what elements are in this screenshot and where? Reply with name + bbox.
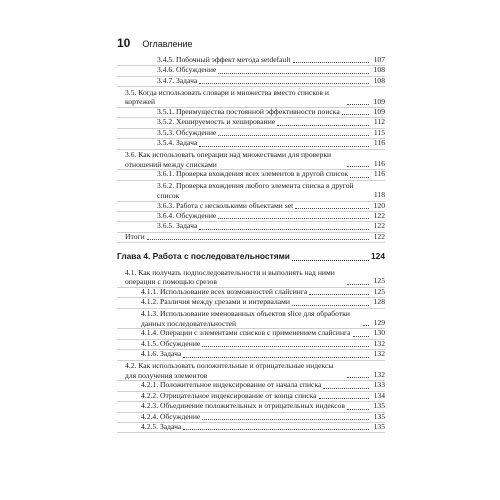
toc-entry-title: 4.2. Как использовать положительные и отрицательные индексы для получения элементов [125, 361, 334, 380]
toc-entry-title: 3.5.2. Хешируемость и хеширование [157, 117, 276, 127]
toc-entry[interactable] [117, 150, 385, 171]
toc-entry-title: 4.1.4. Операции с элементами списков с применением слайсинга [141, 328, 351, 338]
toc-entry-title: 4.1.5. Обсуждение [141, 338, 201, 348]
toc-entry-page: 132 [373, 349, 385, 359]
toc-entry-title: 4.1.3. Использование именованных объектов slice для обработки данных последовательностей [141, 309, 350, 328]
dot-leader [309, 293, 369, 295]
toc-entry-page: 122 [373, 221, 385, 231]
toc-entry[interactable] [117, 77, 385, 87]
dot-leader [319, 397, 369, 399]
running-title: Оглавление [142, 39, 193, 49]
dot-leader [183, 428, 369, 430]
toc-entry[interactable] [117, 181, 385, 202]
toc-entry-title: 3.6.5. Задача [157, 221, 198, 231]
toc-entry[interactable] [117, 87, 385, 108]
toc-entry-page: 109 [373, 96, 385, 106]
toc-entry-title: 3.4.5. Побочный эффект метода setdefault [157, 54, 291, 64]
toc-entry-title: 4.2.3. Объединение положительных и отрицательных индексов [141, 401, 345, 411]
dot-leader [218, 217, 369, 219]
toc-entry-title: 3.5.1. Преимущества постоянной эффективности поиска [157, 106, 340, 116]
toc-entry-title: 3.4.7. Задача [157, 75, 198, 85]
dot-leader [323, 387, 369, 389]
toc-entry-title: 3.6.3. Работа с несколькими объектами set [157, 200, 294, 210]
toc-entry-title: Итоги [125, 231, 145, 241]
toc-entry-title: 4.2.1. Положительное индексирование от начала списка [141, 380, 322, 390]
dot-leader [277, 124, 369, 126]
dot-leader [295, 207, 369, 209]
toc-entry-title: 3.4.6. Обсуждение [157, 65, 217, 75]
toc-entry[interactable] [117, 170, 385, 180]
dot-leader [218, 72, 369, 74]
toc-entry-page: 112 [373, 117, 385, 127]
toc-entry[interactable] [117, 233, 385, 243]
toc-entry-title: Глава 4. Работа с последовательностями [117, 251, 290, 262]
dot-leader [350, 176, 369, 178]
toc-entry[interactable] [117, 361, 385, 382]
dot-leader [147, 238, 369, 240]
toc-entry[interactable] [117, 298, 385, 308]
toc-entry[interactable] [117, 267, 385, 288]
toc-entry-title: 3.6.1. Проверка вхождения всех элементов в другой список [157, 169, 349, 179]
toc-entry-page: 116 [373, 158, 385, 168]
toc-entry-page: 116 [373, 138, 385, 148]
page-header [117, 36, 193, 50]
toc-entry-page: 122 [373, 231, 385, 241]
toc-entry-title: 4.2.4. Обсуждение [141, 411, 201, 421]
dot-leader [342, 113, 369, 115]
toc-entry-page: 133 [373, 380, 385, 390]
toc-entry[interactable] [117, 350, 385, 360]
toc-entry-title: 4.1.6. Задача [141, 349, 182, 359]
toc-entry-title: 4.2.2. Отрицательное индексирование от конца списка [141, 390, 317, 400]
toc-entry-page: 118 [373, 190, 385, 200]
dot-leader [218, 134, 369, 136]
toc-entry-page: 124 [371, 251, 385, 262]
toc-entry-page: 125 [373, 286, 385, 296]
toc-entry-page: 122 [373, 210, 385, 220]
page-number: 10 [117, 36, 131, 50]
dot-leader [202, 345, 369, 347]
toc-entry-page: 109 [373, 106, 385, 116]
table-of-contents [117, 56, 385, 433]
toc-entry-page: 120 [373, 200, 385, 210]
toc-entry-page: 132 [373, 338, 385, 348]
toc-entry-page: 108 [373, 65, 385, 75]
dot-leader [199, 145, 369, 147]
toc-entry-page: 135 [373, 401, 385, 411]
toc-entry-title: 4.1.1. Использование всех возможностей слайсинга [141, 286, 308, 296]
toc-entry-title: 3.5.3. Обсуждение [157, 127, 217, 137]
toc-entry-page: 108 [373, 75, 385, 85]
toc-entry-page: 130 [373, 328, 385, 338]
toc-entry-page: 107 [373, 54, 385, 64]
dot-leader [347, 408, 369, 410]
toc-entry-title: 4.1.2. Различия между срезами и интервалами [141, 297, 290, 307]
dot-leader [202, 418, 369, 420]
toc-entry-title: 4.1. Как получать подпоследовательности и выполнять над ними операции с помощью срезов [125, 267, 335, 287]
toc-entry-title: 3.5.4. Задача [157, 138, 198, 148]
dot-leader [292, 304, 369, 306]
toc-entry-title: 3.6. Как использовать операции над множествами для проверки отношений между списками [125, 150, 332, 169]
toc-entry-page: 128 [373, 297, 385, 307]
dot-leader [347, 103, 369, 105]
dot-leader [347, 283, 369, 285]
dot-leader [199, 228, 369, 230]
toc-entry-page: 135 [373, 411, 385, 421]
dot-leader [293, 61, 370, 63]
toc-entry-page: 135 [373, 421, 385, 431]
dot-leader [292, 259, 369, 261]
toc-entry-page: 125 [373, 276, 385, 286]
dot-leader [347, 165, 369, 167]
toc-entry-page: 132 [373, 370, 385, 380]
toc-chapter-entry[interactable] [117, 249, 385, 263]
dot-leader [353, 335, 369, 337]
toc-entry-title: 4.2.5. Задача [141, 421, 182, 431]
toc-entry-title: 3.6.4. Обсуждение [157, 210, 217, 220]
toc-entry-title: 3.5. Когда использовать словари и множества вместо списков и кортежей [125, 87, 329, 107]
toc-entry-page: 116 [373, 169, 385, 179]
dot-leader [347, 376, 369, 378]
toc-entry[interactable] [117, 423, 385, 433]
toc-entry-title: 3.6.2. Проверка вхождения любого элемента списка в другой список [157, 181, 354, 200]
toc-entry-page: 115 [373, 127, 385, 137]
toc-entry-page: 129 [373, 318, 385, 328]
toc-entry[interactable] [117, 309, 385, 330]
toc-entry[interactable] [117, 139, 385, 149]
dot-leader [183, 356, 369, 358]
dot-leader [199, 82, 369, 84]
toc-entry-page: 134 [373, 390, 385, 400]
toc-entry[interactable] [117, 222, 385, 232]
